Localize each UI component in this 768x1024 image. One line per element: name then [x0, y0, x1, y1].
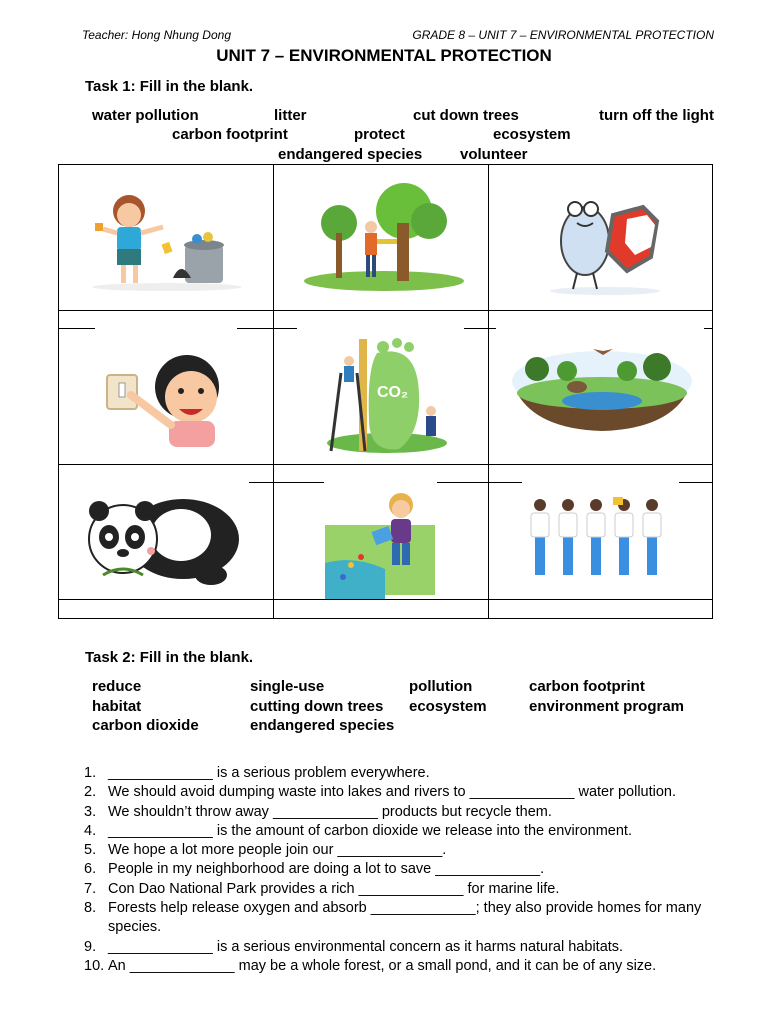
word-bank-item: turn off the light [599, 107, 714, 124]
task2-heading: Task 2: Fill in the blank. [85, 649, 254, 666]
word-bank-item: water pollution [92, 107, 199, 124]
question-text: We shouldn’t throw away _____________ products but recycle them. [108, 803, 552, 820]
word-bank-item: carbon footprint [529, 678, 645, 695]
teacher-name: Teacher: Hong Nhung Dong [82, 28, 231, 42]
word-bank-item: endangered species [278, 146, 423, 163]
answer-blank[interactable] [237, 464, 297, 465]
question-number: 7. [84, 880, 97, 897]
question-item[interactable] [84, 764, 734, 783]
answer-blank[interactable] [464, 328, 496, 329]
question-number: 6. [84, 861, 97, 878]
question-text: Con Dao National Park provides a rich _____________ for marine life. [108, 880, 560, 897]
question-number: 3. [84, 803, 97, 820]
word-bank-item: ecosystem [493, 126, 571, 143]
question-text: An _____________ may be a whole forest, or a small pond, and it can be of any size. [108, 957, 657, 974]
answer-blank[interactable] [464, 464, 496, 465]
answer-blank[interactable] [237, 328, 297, 329]
question-item[interactable] [84, 957, 734, 976]
word-bank-item: cutting down trees [250, 698, 384, 715]
question-number: 4. [84, 822, 97, 839]
man-cutting-tree-illustration [299, 183, 469, 293]
word-bank-item: carbon footprint [172, 126, 288, 143]
answer-blank[interactable] [437, 482, 522, 483]
character-with-shield-illustration [527, 179, 687, 297]
answer-blank[interactable] [59, 464, 95, 465]
word-bank-item: litter [274, 107, 307, 124]
carbon-footprint-illustration [317, 333, 457, 455]
word-bank-item: protect [354, 126, 405, 143]
word-bank-item: reduce [92, 678, 142, 695]
question-item[interactable] [84, 841, 734, 860]
question-text: People in my neighborhood are doing a lot to save _____________. [108, 861, 545, 878]
question-text: _____________ is the amount of carbon dioxide we release into the environment. [108, 822, 632, 839]
question-item[interactable] [84, 899, 734, 918]
question-item[interactable] [84, 860, 734, 879]
svg-text:CO₂: CO₂ [377, 384, 409, 401]
word-bank-item: environment program [529, 698, 685, 715]
question-item-continuation [84, 918, 734, 937]
answer-blank[interactable] [679, 482, 712, 483]
boy-polluting-water-illustration [321, 485, 441, 601]
word-bank-item: ecosystem [409, 698, 487, 715]
question-text: We should avoid dumping waste into lakes and rivers to _____________ water pollution. [108, 784, 677, 801]
question-number: 9. [84, 938, 97, 955]
question-item[interactable] [84, 822, 734, 841]
question-text: species. [108, 919, 162, 936]
question-number: 10. [84, 957, 105, 974]
question-text: We hope a lot more people join our _____________. [108, 842, 447, 859]
question-text: Forests help release oxygen and absorb _____________; they also provide homes for many [108, 900, 702, 917]
question-item[interactable] [84, 803, 734, 822]
answer-blank[interactable] [249, 482, 324, 483]
panda-illustration [73, 495, 243, 589]
answer-blank[interactable] [704, 328, 712, 329]
question-text: _____________ is a serious problem everywhere. [108, 765, 430, 781]
question-list [84, 764, 734, 976]
question-number [84, 918, 108, 937]
word-bank-item: pollution [409, 678, 473, 695]
word-bank-item: habitat [92, 698, 142, 715]
word-bank-item: cut down trees [413, 107, 519, 124]
girl-littering-illustration [77, 183, 257, 293]
question-text: _____________ is a serious environmental concern as it harms natural habitats. [108, 938, 624, 955]
grade-unit-header: GRADE 8 – UNIT 7 – ENVIRONMENTAL PROTECTION [412, 28, 714, 42]
ecosystem-island-illustration [507, 341, 697, 435]
page-title: UNIT 7 – ENVIRONMENTAL PROTECTION [216, 46, 552, 65]
answer-blank[interactable] [59, 328, 95, 329]
word-bank-item: endangered species [250, 717, 395, 734]
word-bank-item: single-use [250, 678, 325, 695]
word-bank-item: carbon dioxide [92, 717, 199, 734]
question-item[interactable] [84, 938, 734, 957]
question-number: 8. [84, 900, 97, 917]
picture-grid [58, 164, 713, 619]
question-number: 5. [84, 842, 97, 859]
question-item[interactable] [84, 783, 734, 802]
word-bank-item: volunteer [460, 146, 528, 163]
volunteers-group-illustration [525, 495, 675, 579]
boy-switching-light-illustration [99, 347, 239, 447]
task1-heading: Task 1: Fill in the blank. [85, 78, 254, 95]
question-number: 2. [84, 784, 97, 801]
question-item[interactable] [84, 880, 734, 899]
question-number: 1. [84, 765, 97, 781]
